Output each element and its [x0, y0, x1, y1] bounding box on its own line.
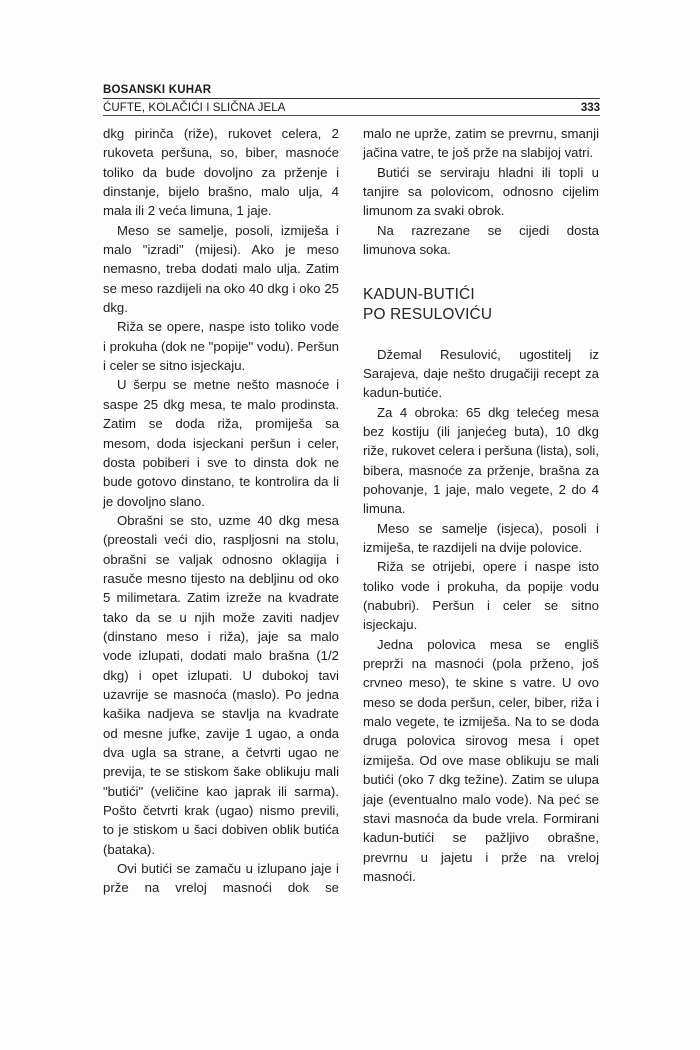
paragraph: Meso se samelje, posoli, izmiješa i malo "izradi" (mijesi). Ako je meso nemasno, treba dodati malo ulja. Zatim se meso razdijeli na oko 40 dkg i oko 25 dkg.	[103, 222, 339, 316]
header-section-row	[103, 101, 600, 115]
spacer	[363, 259, 599, 285]
paragraph: Na razrezane se cijedi dosta limunova soka.	[363, 222, 599, 258]
paragraph: Džemal Resulović, ugostitelj iz Sarajeva, daje nešto drugačiji recept za kadun-butiće.	[363, 346, 599, 401]
book-title: BOSANSKI KUHAR	[103, 84, 212, 96]
body-columns	[103, 124, 600, 917]
chapter-title: ĆUFTE, KOLAČIĆI I SLIČNA JELA	[103, 101, 286, 114]
spacer	[363, 325, 599, 345]
left-column	[103, 124, 339, 917]
paragraph: Riža se otrijebi, opere i naspe isto toliko vode i prokuha, da popije vodu (nabubri). Peršun i celer se sitno isjeckaju.	[363, 559, 599, 633]
paragraph: Riža se opere, naspe isto toliko vode i prokuha (dok ne "popije" vodu). Peršun i celer se sitno isjeckaju.	[103, 319, 339, 374]
running-head	[103, 84, 600, 116]
paragraph: Butići se serviraju hladni ili topli u tanjire sa polovicom, odnosno cijelim limunom za svaki obrok.	[363, 164, 599, 219]
paragraph: malo ne uprže, zatim se prevrnu, smanji jačina vatre, te još prže na slabijoj vatri.	[363, 126, 599, 161]
paragraph: Obrašni se sto, uzme 40 dkg mesa (preostali veći dio, raspljosni na stolu, obrašni se valjak odnosno oklagija i rasuče mesno tijesto na debljinu od oko 5 milimetara. Zatim izreže na kvadrate tako da se u njih može zaviti nadjev (dinstano meso i riža), jaje sa malo vode izlupati, dodati malo brašna (1/2 dkg) i opet izlupati. U dubokoj tavi uzavrije se masnoća (maslo). Po jedna kašika nadjeva se stavlja na kvadrate od mesne jufke, zavije 1 ugao, a onda dva ugla sa strane, a četvrti ugao ne previja, te se stiskom šake oblikuju mali "butići" (veličine kao japrak ili sarma). Pošto četvrti krak (ugao) nismo previli, to je stiskom u šaci dobiven oblik butića (bataka).	[103, 512, 339, 857]
paragraph: Jedna polovica mesa se engliš preprži na masnoći (pola prženo, još crvneo meso), te skine s vatre. U ovo meso se doda peršun, celer, biber, riža i malo vegete, te izmiješa. Na to se doda druga polovica sirovog mesa i opet izmiješa. Od ove mase oblikuju se mali butići (oko 7 dkg težine). Zatim se ulupa jaje (eventualno malo vode). Na peć se stavi masnoća da bude vrela. Formirani kadun-butići se pažljivo obrašne, prevrnu u jajetu i prže na vreloj masnoći.	[363, 636, 599, 884]
paragraph: Ovi butići se zamaču u izlupano jaje i prže na vreloj masnoći dok se	[103, 861, 339, 896]
paragraph: dkg pirinča (riže), rukovet celera, 2 rukoveta peršuna, so, biber, masnoće toliko da bude dovoljno za prženje i dinstanje, bijelo brašno, malo ulja, 4 mala ili 2 veća limuna, 1 jaje.	[103, 126, 339, 219]
paragraph: Za 4 obroka: 65 dkg telećeg mesa bez kostiju (ili janjećeg buta), 10 dkg riže, rukovet celera i peršuna (lista), soli, bibera, masnoće za prženje, brašna za pohovanje, 1 jaje, malo vegete, 2 do 4 limuna.	[363, 404, 599, 517]
page-number: 333	[580, 101, 600, 114]
header-rule-bottom	[103, 115, 600, 116]
recipe-title-line-2: PO RESULOVIĆU	[363, 306, 493, 323]
recipe-title-line-1: KADUN-BUTIĆI	[363, 286, 475, 304]
right-column	[363, 124, 599, 917]
paragraph: Meso se samelje (isjeca), posoli i izmiješa, te razdijeli na dvije polovice.	[363, 520, 599, 556]
header-rule-top	[103, 98, 600, 99]
paragraph: U šerpu se metne nešto masnoće i saspe 25 dkg mesa, te malo prodinsta. Zatim se doda riža, promiješa sa mesom, doda isjeckani peršun i celer, dosta pobiberi i sve to dinsta dok ne bude gotovo dinstano, te kontrolira da li je dovoljno slano.	[103, 377, 339, 509]
